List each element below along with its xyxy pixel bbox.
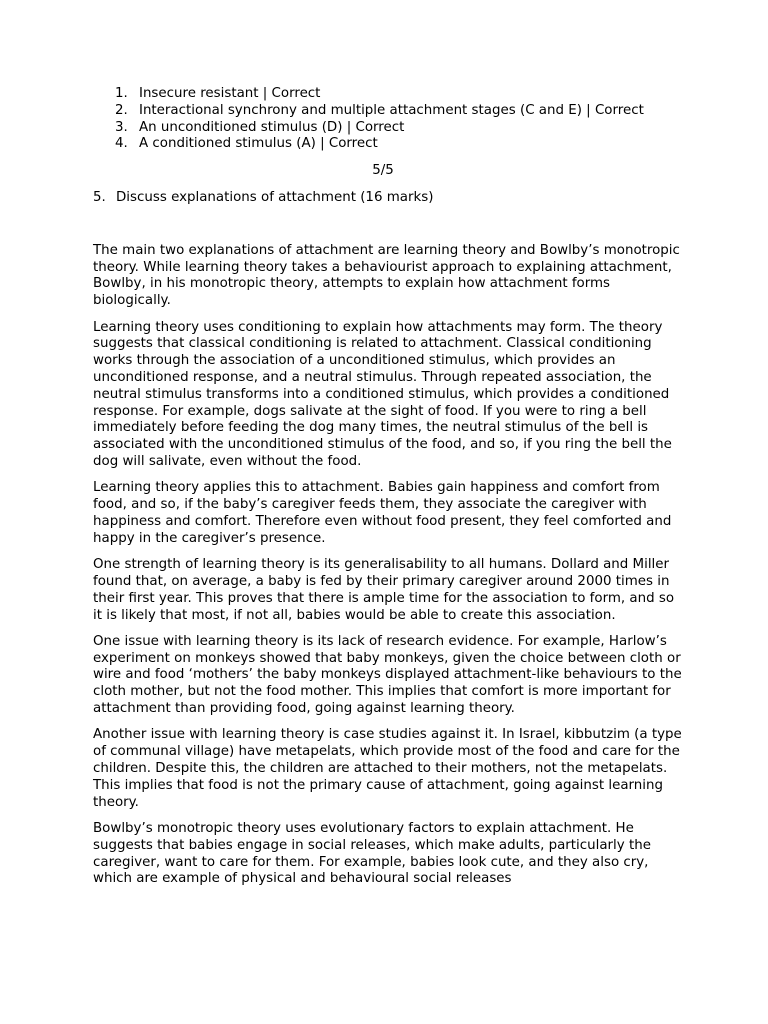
answer-text: An unconditioned stimulus (D) | Correct xyxy=(139,119,405,135)
essay-paragraph-5: One issue with learning theory is its lack of research evidence. For example, Harlow’s experiment on monkeys showed that baby monkeys, given the choice between cloth or wire and food ‘mothers’ the baby monkeys displayed attachment-like behaviours to the cloth mother, but not the food mother. This implies that comfort is more important for attachment than providing food, going against learning theory. xyxy=(93,633,682,717)
answer-list xyxy=(115,86,683,153)
essay-paragraph-3: Learning theory applies this to attachment. Babies gain happiness and comfort from food, and so, if the baby’s caregiver feeds them, they associate the caregiver with happiness and comfort. Therefore even without food present, they feel comforted and happy in the caregiver’s presence. xyxy=(93,480,672,546)
answer-number: 4. xyxy=(115,136,128,152)
answer-item-3 xyxy=(115,120,683,137)
essay-paragraph-7: Bowlby’s monotropic theory uses evolutionary factors to explain attachment. He suggests that babies engage in social releases, which make adults, particularly the caregiver, want to care for them. For example, babies look cute, and they also cry, which are example of physical and behavioural social releases xyxy=(93,821,651,887)
question-text: Discuss explanations of attachment (16 marks) xyxy=(116,189,434,205)
answer-text: A conditioned stimulus (A) | Correct xyxy=(139,136,378,152)
document-content xyxy=(93,86,683,898)
question-number: 5. xyxy=(93,189,106,205)
question-heading xyxy=(93,190,683,207)
answer-text: Insecure resistant | Correct xyxy=(139,86,321,101)
answer-number: 3. xyxy=(115,119,128,135)
essay-body xyxy=(93,243,683,888)
essay-paragraph-4: One strength of learning theory is its generalisability to all humans. Dollard and Miller found that, on average, a baby is fed by their primary caregiver around 2000 times in their first year. This proves that there is ample time for the association to form, and so it is likely that most, if not all, babies would be able to create this association. xyxy=(93,557,675,623)
answer-number: 1. xyxy=(115,86,128,101)
score: 5/5 xyxy=(372,163,394,179)
answer-text: Interactional synchrony and multiple attachment stages (C and E) | Correct xyxy=(139,102,644,118)
answer-item-1 xyxy=(115,86,683,103)
essay-paragraph-1: The main two explanations of attachment are learning theory and Bowlby’s monotropic theory. While learning theory takes a behaviourist approach to explaining attachment, Bowlby, in his monotropic theory, attempts to explain how attachment forms biologically. xyxy=(93,242,680,309)
answer-number: 2. xyxy=(115,102,128,118)
answer-item-2 xyxy=(115,103,683,120)
essay-paragraph-6: Another issue with learning theory is case studies against it. In Israel, kibbutzim (a type of communal village) have metapelats, which provide most of the food and care for the children. Despite this, the children are attached to their mothers, not the metapelats. This implies that food is not the primary cause of attachment, going against learning theory. xyxy=(93,727,682,810)
essay-paragraph-2: Learning theory uses conditioning to explain how attachments may form. The theory suggests that classical conditioning is related to attachment. Classical conditioning works through the association of a unconditioned stimulus, which provides an unconditioned response, and a neutral stimulus. Through repeated association, the neutral stimulus transforms into a conditioned stimulus, which provides a conditioned response. For example, dogs salivate at the sight of food. If you were to ring a bell immediately before feeding the dog many times, the neutral stimulus of the bell is associated with the unconditioned stimulus of the food, and so, if you ring the bell the dog will salivate, even without the food. xyxy=(93,319,672,469)
answer-item-4 xyxy=(115,136,683,153)
